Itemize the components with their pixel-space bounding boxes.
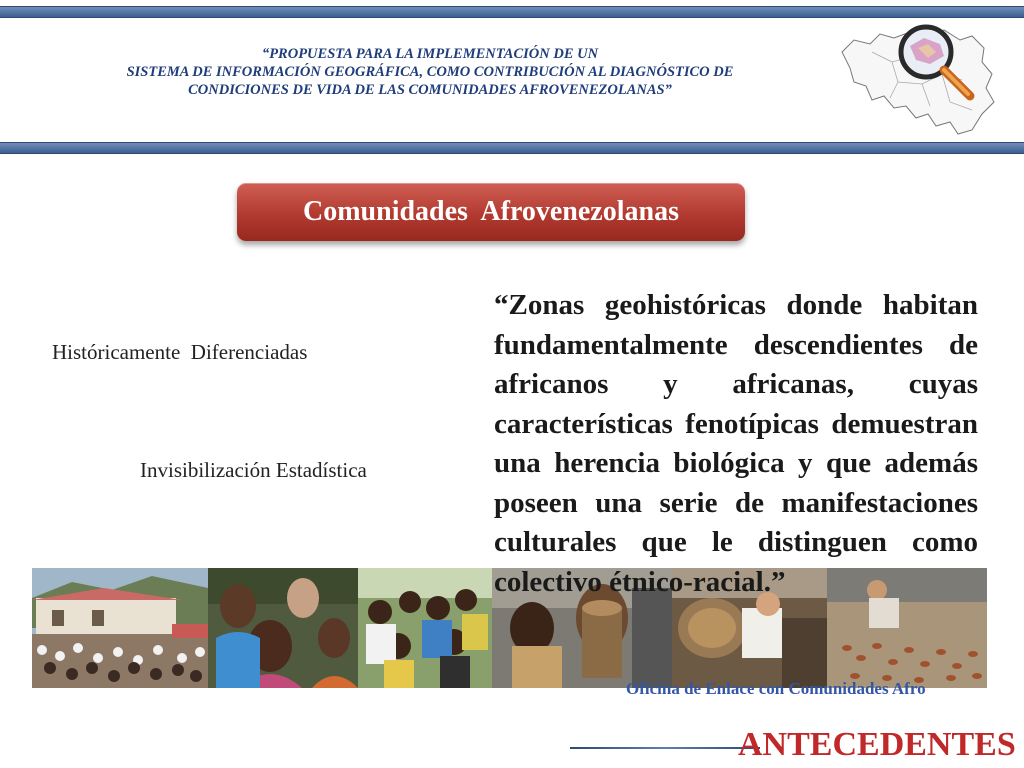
title-line-1: “PROPUESTA PARA LA IMPLEMENTACIÓN DE UN: [261, 46, 599, 62]
children-group-photo: [358, 568, 492, 688]
title-line-3: CONDICIONES DE VIDA DE LAS COMUNIDADES AFROVENEZOLANAS”: [188, 82, 672, 98]
women-portrait-photo: [208, 568, 358, 688]
map-magnifier-icon: [832, 22, 1002, 140]
presentation-title: [60, 45, 800, 99]
footer-antecedentes-label: ANTECEDENTES: [738, 726, 1016, 763]
quote-source: Oficina de Enlace con Comunidades Afro: [626, 679, 926, 698]
footer-divider: [570, 747, 760, 749]
header-bottom-bar: [0, 142, 1024, 154]
section-title-button: Comunidades Afrovenezolanas: [237, 183, 745, 241]
title-line-2: SISTEMA DE INFORMACIÓN GEOGRÁFICA, COMO CONTRIBUCIÓN AL DIAGNÓSTICO DE: [126, 64, 734, 80]
header-top-bar: [0, 6, 1024, 18]
label-invisibilizacion-estadistica: Invisibilización Estadística: [140, 458, 367, 482]
definition-quote: “Zonas geohistóricas donde habitan fundamentalmente descendientes de africanos y africanas, cuyas características fenotípicas demuestran una herencia biológica y que además poseen una serie de manifestaciones culturales que le distinguen como colectivo étnico-racial.”: [494, 289, 978, 598]
label-historicamente-diferenciadas: Históricamente Diferenciadas: [52, 340, 308, 364]
community-building-photo: [32, 568, 208, 688]
